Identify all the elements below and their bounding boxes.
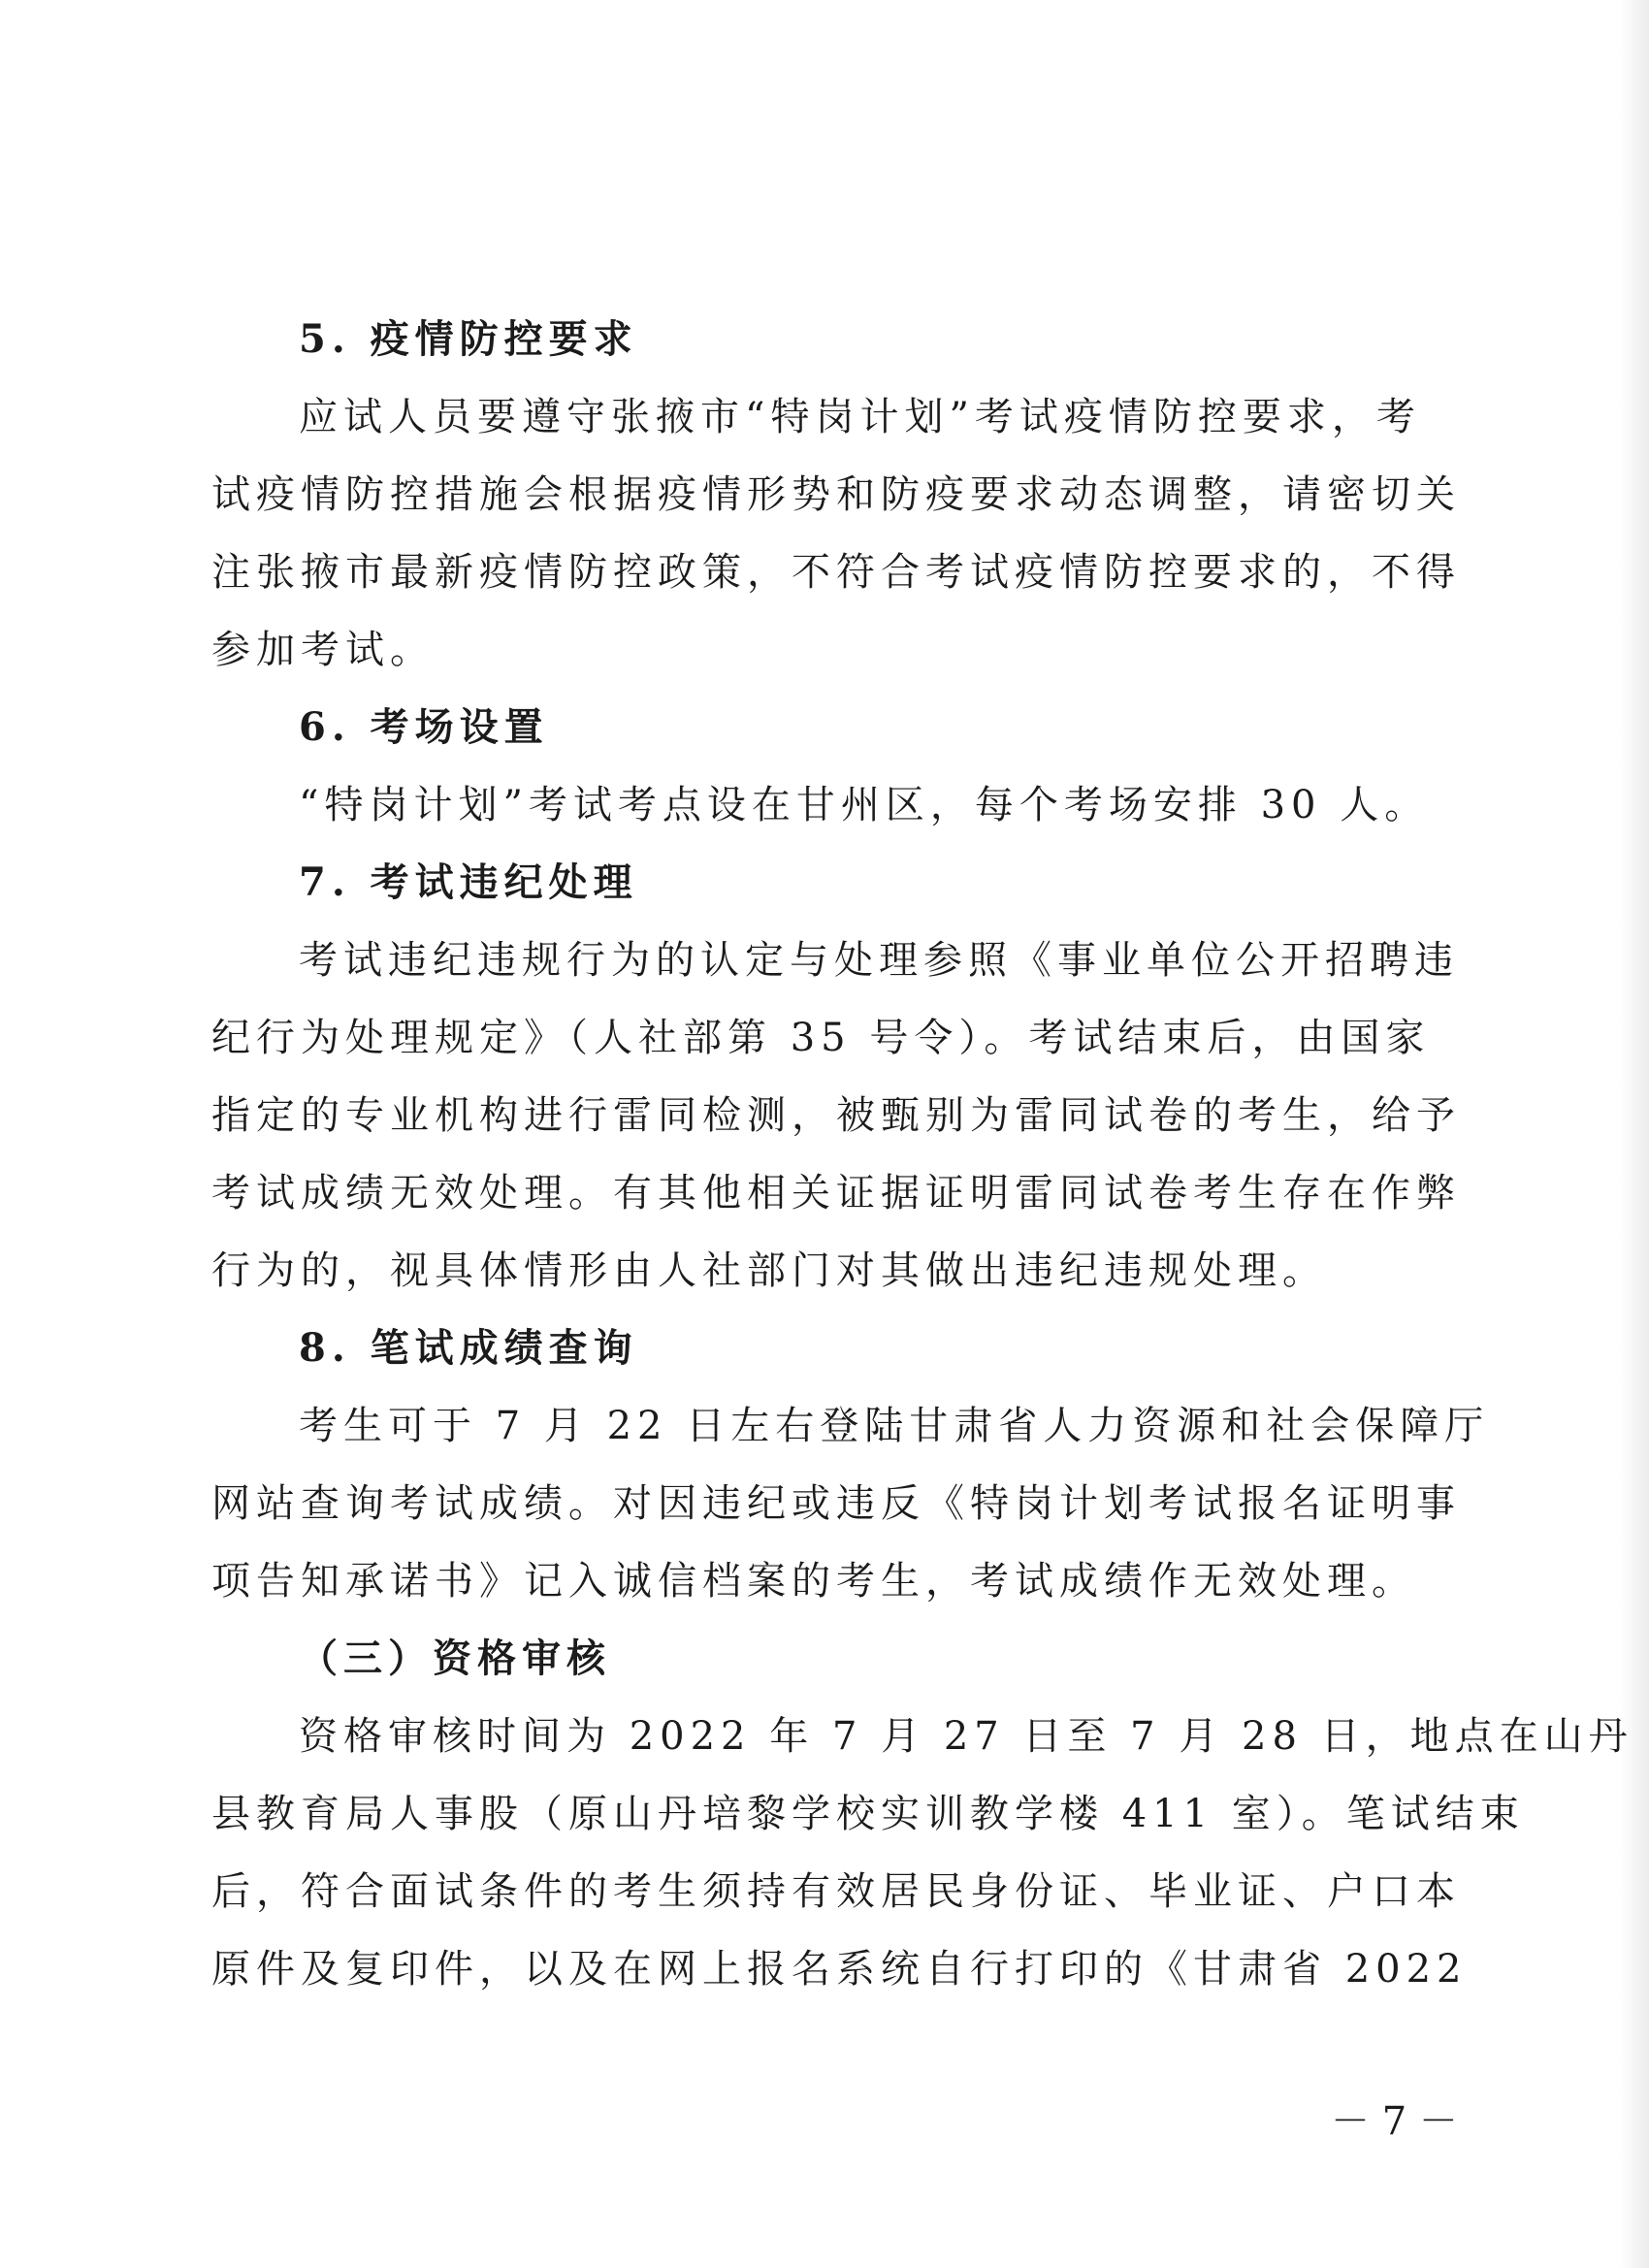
section-6-heading: 6. 考场设置 xyxy=(299,704,549,750)
paragraph-line: “特岗计划”考试考点设在甘州区，每个考场安排 30 人。 xyxy=(299,783,1430,827)
scan-edge-shadow xyxy=(1620,0,1649,2268)
paragraph-line: 资格审核时间为 2022 年 7 月 27 日至 7 月 28 日，地点在山丹 xyxy=(299,1714,1633,1759)
section-7-heading: 7. 考试违纪处理 xyxy=(299,859,638,905)
paragraph-line: 参加考试。 xyxy=(211,628,435,672)
paragraph-line: 应试人员要遵守张掖市“特岗计划”考试疫情防控要求，考 xyxy=(299,395,1421,439)
paragraph-line: 原件及复印件，以及在网上报名系统自行打印的《甘肃省 2022 xyxy=(211,1947,1468,1992)
paragraph-line: 网站查询考试成绩。对因违纪或违反《特岗计划考试报名证明事 xyxy=(211,1481,1461,1526)
paragraph-line: 试疫情防控措施会根据疫情形势和防疫要求动态调整，请密切关 xyxy=(211,472,1461,517)
paragraph-line: 行为的，视具体情形由人社部门对其做出违纪违规处理。 xyxy=(211,1248,1327,1293)
section-5-heading: 5. 疫情防控要求 xyxy=(299,316,638,362)
paragraph-line: 纪行为处理规定》（人社部第 35 号令）。考试结束后，由国家 xyxy=(211,1016,1431,1060)
paragraph-line: 考试成绩无效处理。有其他相关证据证明雷同试卷考生存在作弊 xyxy=(211,1171,1461,1215)
paragraph-line: 考试违纪违规行为的认定与处理参照《事业单位公开招聘违 xyxy=(299,938,1459,983)
section-8-heading: 8. 笔试成绩查询 xyxy=(299,1325,638,1371)
section-3-heading: （三）资格审核 xyxy=(299,1636,611,1681)
page-number: － 7 － xyxy=(1331,2099,1458,2144)
paragraph-line: 注张掖市最新疫情防控政策，不符合考试疫情防控要求的，不得 xyxy=(211,550,1461,595)
paragraph-line: 指定的专业机构进行雷同检测，被甄别为雷同试卷的考生，给予 xyxy=(211,1093,1461,1138)
paragraph-line: 县教育局人事股（原山丹培黎学校实训教学楼 411 室）。笔试结束 xyxy=(211,1792,1525,1836)
paragraph-line: 项告知承诺书》记入诚信档案的考生，考试成绩作无效处理。 xyxy=(211,1559,1416,1604)
paragraph-line: 考生可于 7 月 22 日左右登陆甘肃省人力资源和社会保障厅 xyxy=(299,1404,1490,1448)
paragraph-line: 后，符合面试条件的考生须持有效居民身份证、毕业证、户口本 xyxy=(211,1869,1461,1914)
